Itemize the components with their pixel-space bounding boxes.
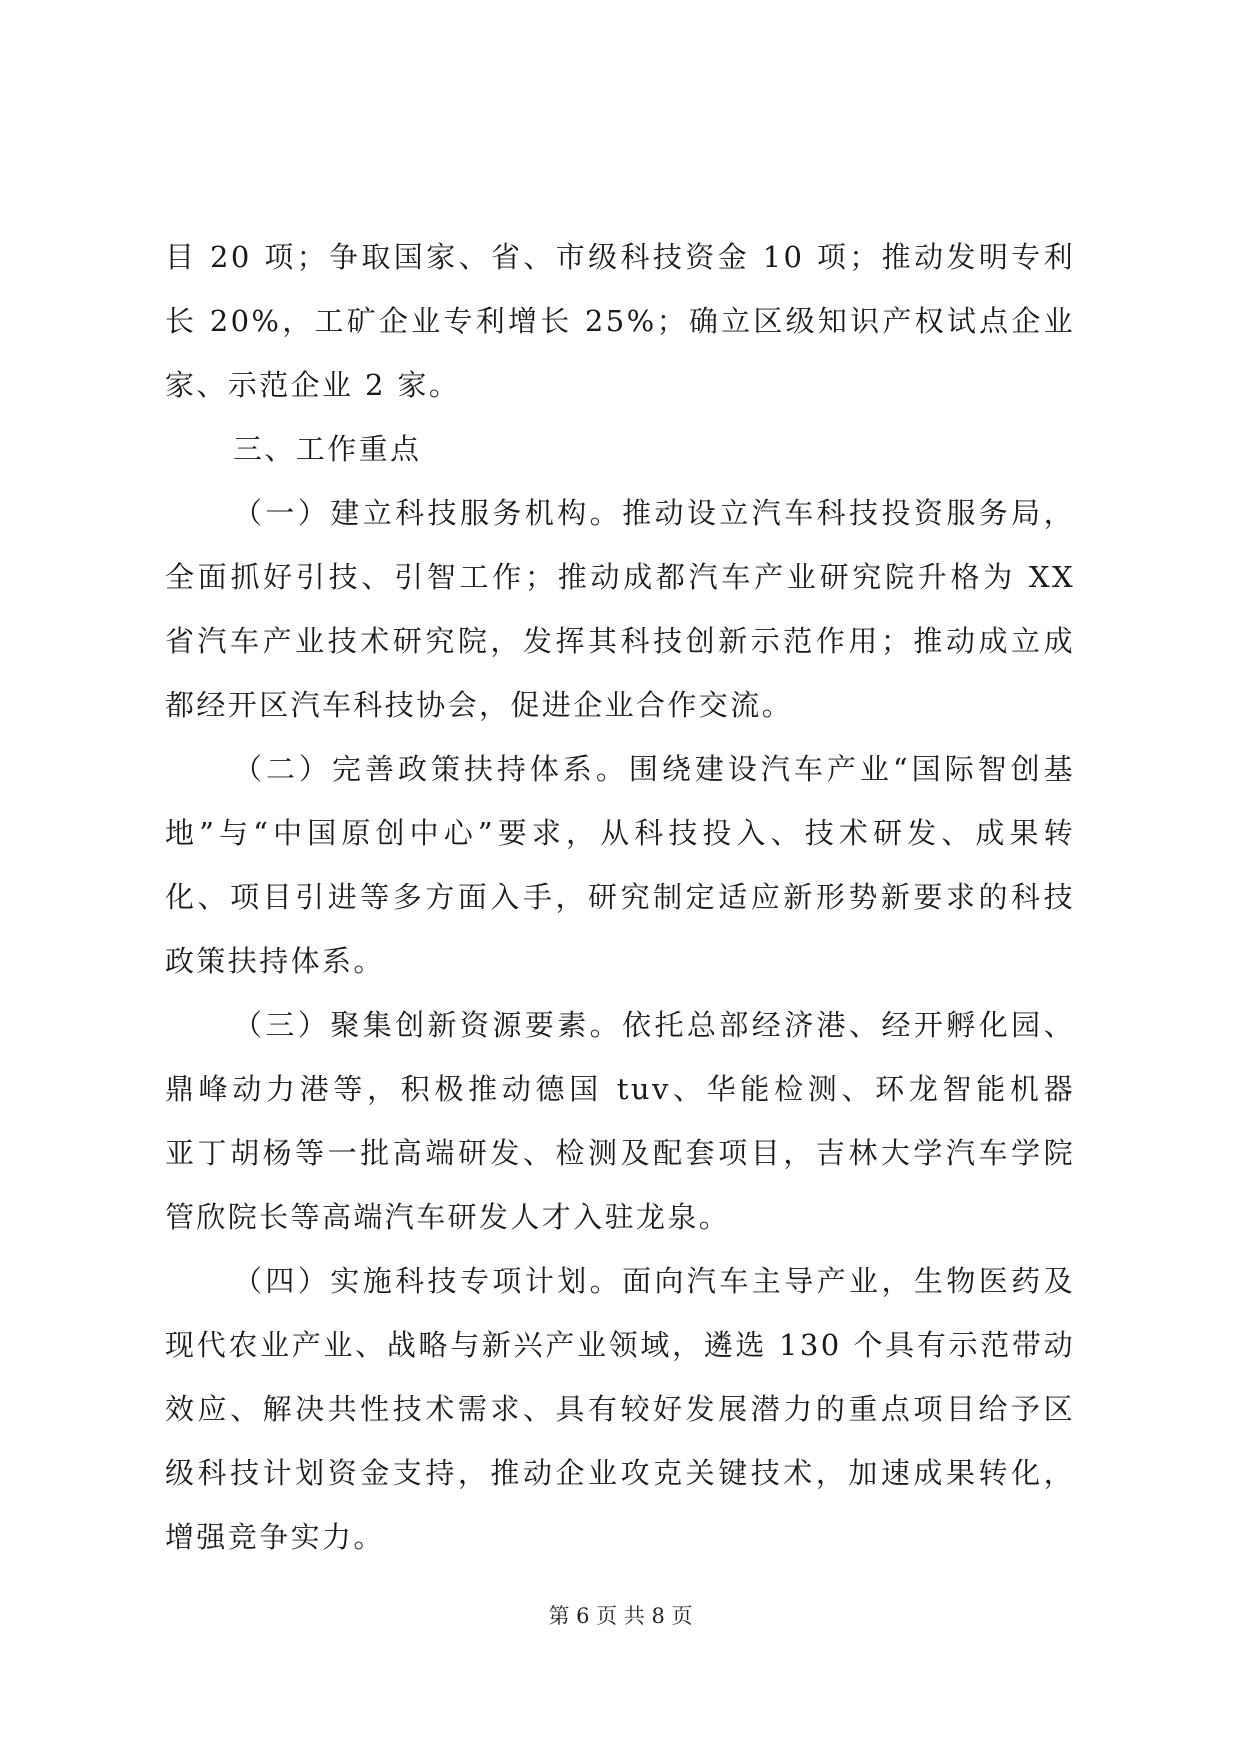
text-line: （三）聚集创新资源要素。依托总部经济港、经开孵化园、 [233,1008,1075,1042]
text-line: 地”与“中国原创中心”要求，从科技投入、技术研发、成果转 [165,816,1075,850]
text-line: 家、示范企业 2 家。 [165,368,461,402]
text-line: 管欣院长等高端汽车研发人才入驻龙泉。 [165,1200,731,1234]
page-number-footer: 第 6 页 共 8 页 [548,1604,693,1628]
text-line: （一）建立科技服务机构。推动设立汽车科技投资服务局， [233,496,1075,530]
text-line: 全面抓好引技、引智工作；推动成都汽车产业研究院升格为 XX [165,560,1075,594]
text-line: 都经开区汽车科技协会，促进企业合作交流。 [165,688,794,722]
section-heading: 三、工作重点 [233,432,422,466]
text-line: 政策扶持体系。 [165,944,385,978]
text-line: 化、项目引进等多方面入手，研究制定适应新形势新要求的科技 [165,880,1075,914]
document-body [165,225,1075,1569]
text-line: 效应、解决共性技术需求、具有较好发展潜力的重点项目给予区 [165,1392,1075,1426]
text-line: （二）完善政策扶持体系。围绕建设汽车产业“国际智创基 [233,752,1075,786]
text-line: 亚丁胡杨等一批高端研发、检测及配套项目，吉林大学汽车学院 [165,1136,1075,1170]
text-line: 目 20 项；争取国家、省、市级科技资金 10 项；推动发明专利 [165,240,1075,274]
text-line: 现代农业产业、战略与新兴产业领域，遴选 130 个具有示范带动 [165,1328,1075,1362]
text-line: 省汽车产业技术研究院，发挥其科技创新示范作用；推动成立成 [165,624,1075,658]
text-line: （四）实施科技专项计划。面向汽车主导产业，生物医药及 [233,1264,1075,1298]
text-line: 鼎峰动力港等，积极推动德国 tuv、华能检测、环龙智能机器 [165,1072,1075,1106]
text-line: 增强竞争实力。 [165,1520,385,1554]
text-line: 长 20%，工矿企业专利增长 25%；确立区级知识产权试点企业 [165,304,1075,338]
text-line: 级科技计划资金支持，推动企业攻克关键技术，加速成果转化， [165,1456,1075,1490]
